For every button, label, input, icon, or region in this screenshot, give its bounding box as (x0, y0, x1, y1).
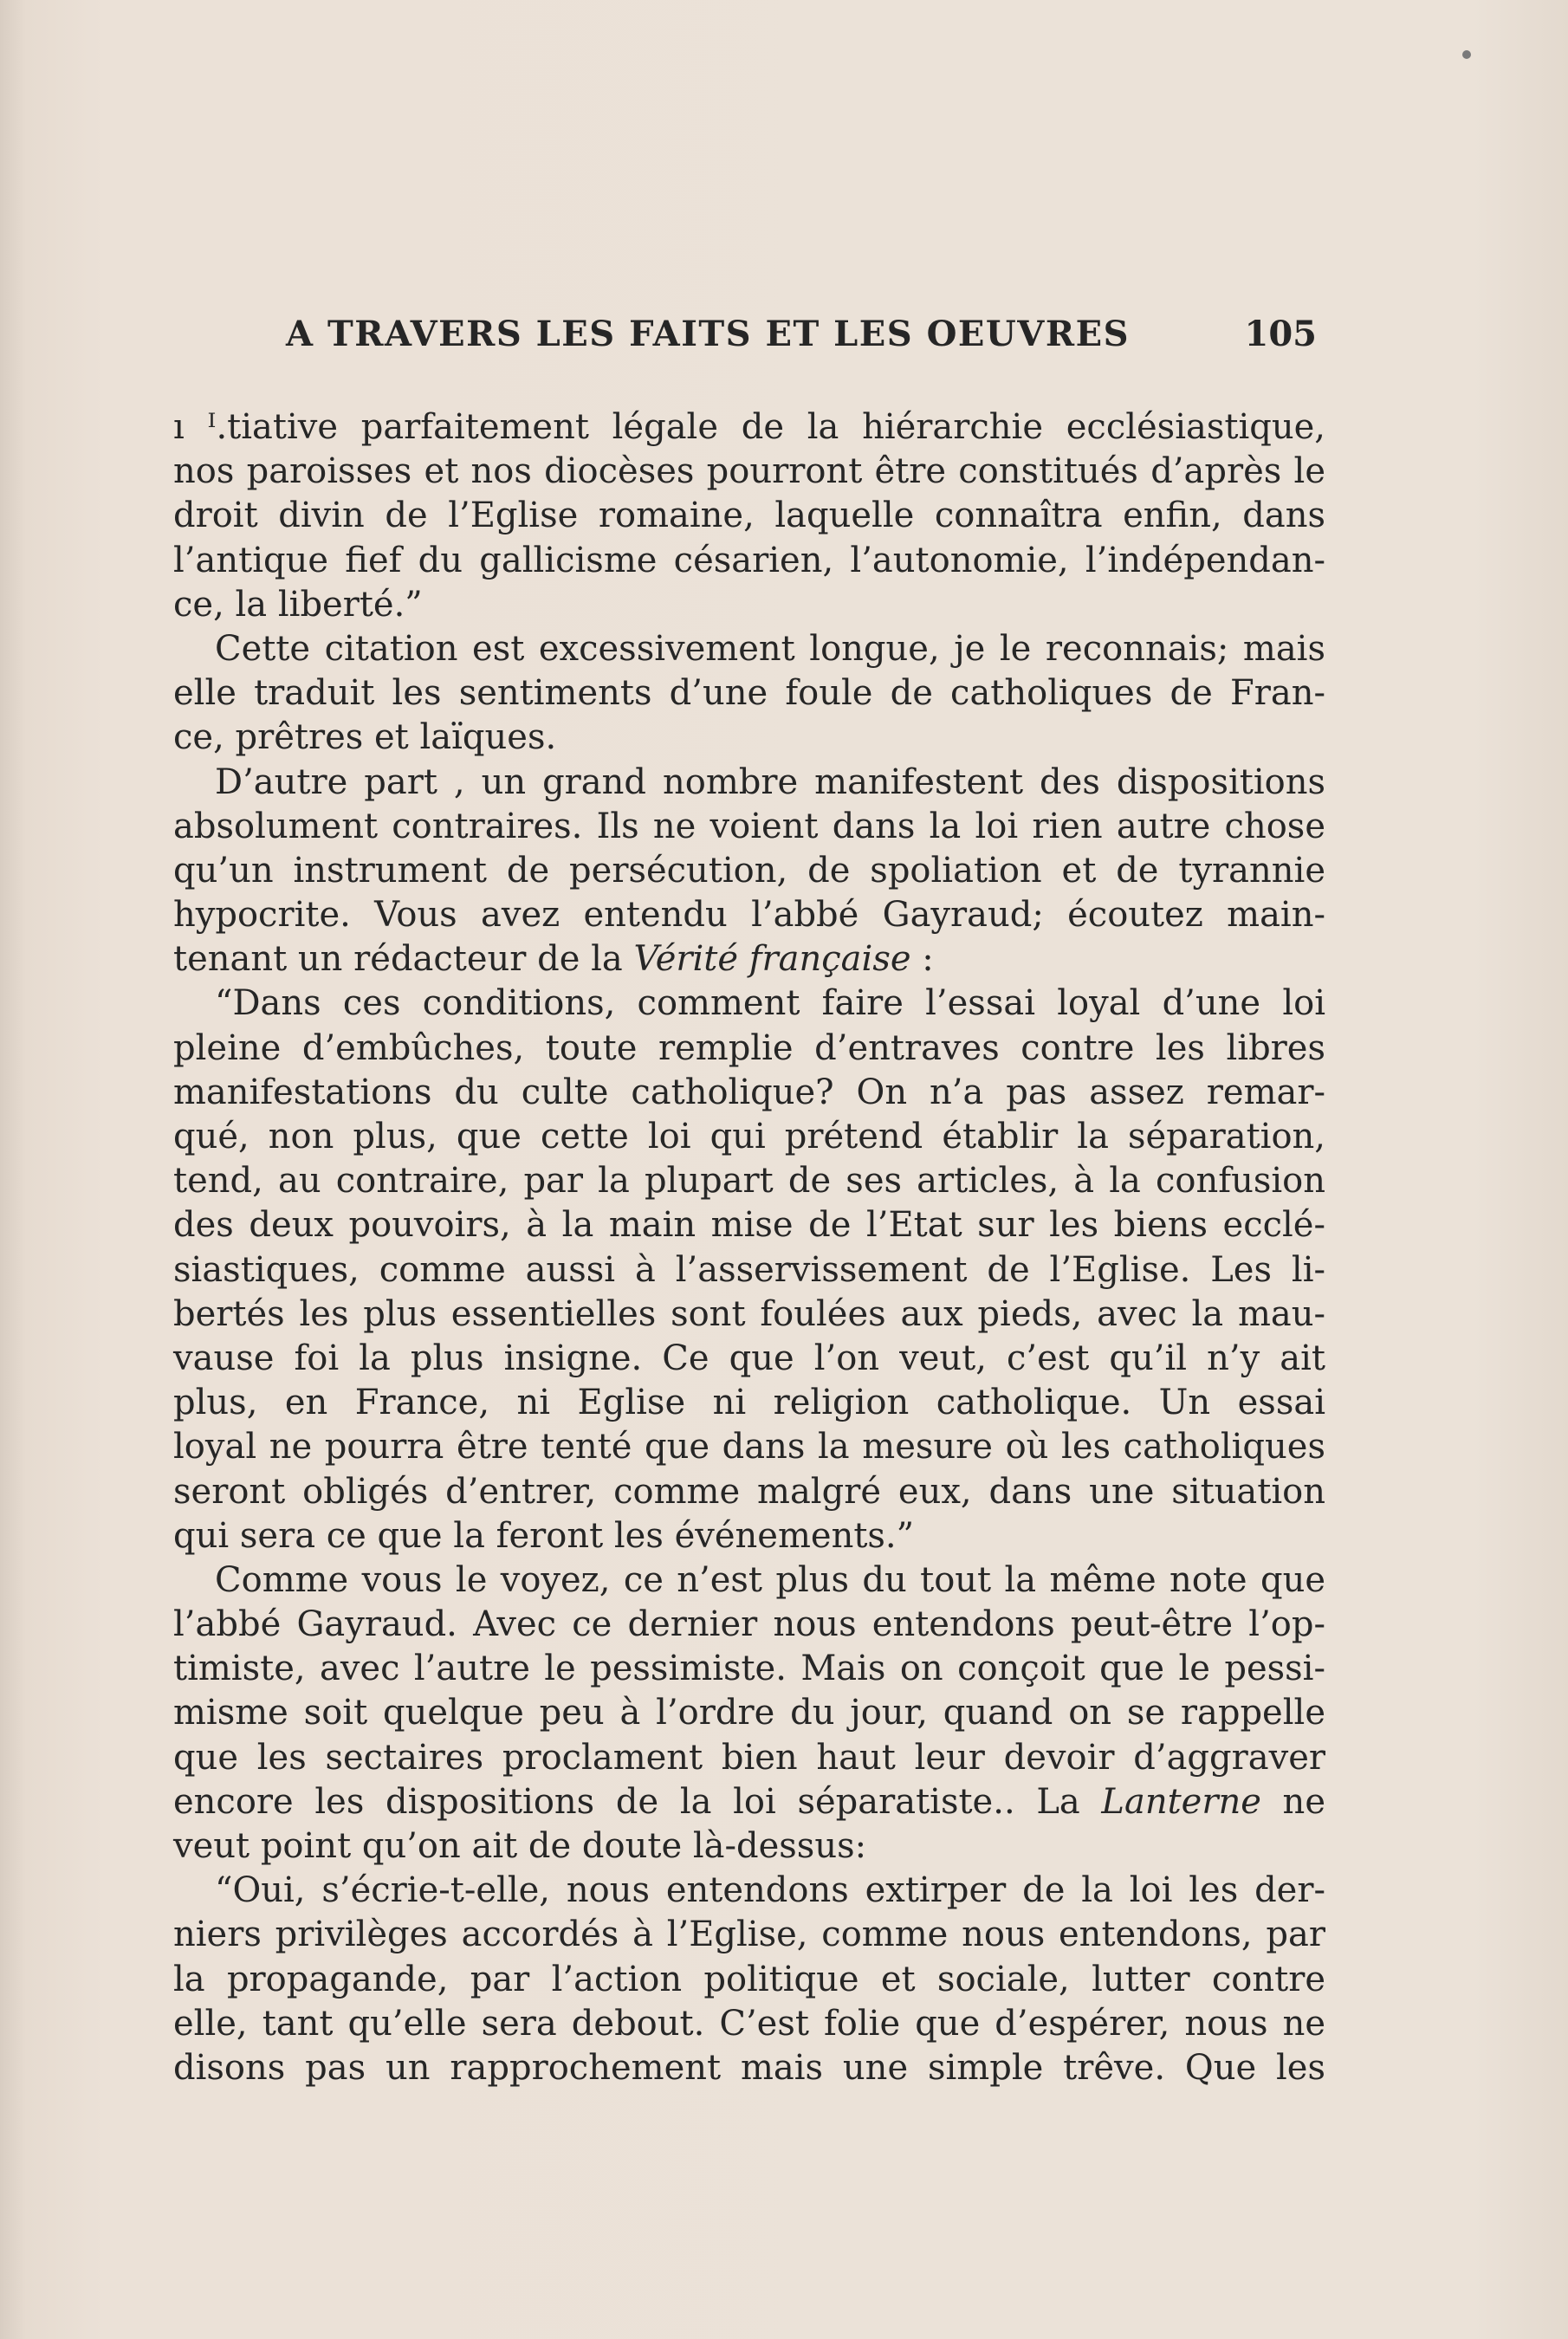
text-line: ce, la liberté.” (173, 584, 423, 625)
page-number: 105 (1244, 314, 1317, 354)
running-header (286, 314, 1317, 354)
text-segment: tenant un rédacteur de la (173, 939, 634, 980)
text-line: seront obligés d’entrer, comme malgré eux, dans une situation (173, 1471, 1325, 1512)
text-line: pleine d’embûches, toute remplie d’entraves contre les libres (173, 1027, 1325, 1068)
text-line: qué, non plus, que cette loi qui prétend établir la séparation, (173, 1117, 1325, 1157)
text-line (173, 937, 1325, 982)
text-line: que les sectaires proclament bien haut leur devoir d’aggraver (173, 1737, 1325, 1778)
text-line: tend, au contraire, par la plupart de ses articles, à la confusion (173, 1161, 1325, 1202)
text-line: des deux pouvoirs, à la main mise de l’Etat sur les biens ecclé- (173, 1205, 1325, 1246)
text-line: l’abbé Gayraud. Avec ce dernier nous entendons peut-être l’op- (173, 1604, 1325, 1645)
text-line: disons pas un rapprochement mais une simple trêve. Que les (173, 2047, 1325, 2088)
text-line: ı ᴵ.tiative parfaitement légale de la hiérarchie ecclésiastique, (173, 407, 1325, 447)
text-line: “Oui, s’écrie-t-elle, nous entendons extirper de la loi les der- (215, 1870, 1325, 1911)
text-line: droit divin de l’Eglise romaine, laquelle connaîtra enfin, dans (173, 496, 1325, 536)
text-segment: encore les dispositions de la loi séparatiste.. La (173, 1781, 1102, 1822)
text-line: l’antique fief du gallicisme césarien, l’autonomie, l’indépendan- (173, 540, 1325, 580)
text-line: “Dans ces conditions, comment faire l’essai loyal d’une loi (215, 983, 1325, 1024)
text-line: siastiques, comme aussi à l’asservissement de l’Eglise. Les li- (173, 1249, 1325, 1290)
journal-title-lanterne: Lanterne (1101, 1781, 1261, 1822)
text-segment: ne (1260, 1781, 1325, 1822)
text-line: loyal ne pourra être tenté que dans la mesure où les catholiques (173, 1427, 1325, 1468)
text-line: ce, prêtres et laïques. (173, 717, 557, 758)
text-line: Comme vous le voyez, ce n’est plus du tout la même note que (215, 1559, 1325, 1600)
text-line: qu’un instrument de persécution, de spoliation et de tyrannie (173, 850, 1325, 891)
text-line: timiste, avec l’autre le pessimiste. Mais on conçoit que le pessi- (173, 1649, 1325, 1689)
text-line: niers privilèges accordés à l’Eglise, comme nous entendons, par (173, 1915, 1325, 1955)
ink-speck (1462, 50, 1471, 59)
text-line: manifestations du culte catholique? On n’a pas assez remar- (173, 1072, 1325, 1112)
text-line: la propagande, par l’action politique et sociale, lutter contre (173, 1959, 1325, 1999)
text-line: absolument contraires. Ils ne voient dans la loi rien autre chose (173, 806, 1325, 846)
text-line: plus, en France, ni Eglise ni religion catholique. Un essai (173, 1383, 1325, 1423)
text-line: elle traduit les sentiments d’une foule de catholiques de Fran- (173, 673, 1325, 714)
text-line: veut point qu’on ait de doute là-dessus: (173, 1826, 867, 1866)
text-line: vause foi la plus insigne. Ce que l’on veut, c’est qu’il n’y ait (173, 1338, 1325, 1378)
text-segment: : (910, 939, 934, 980)
journal-title-verite-francaise: Vérité française (633, 939, 911, 980)
text-line: D’autre part , un grand nombre manifestent des dispositions (215, 761, 1325, 802)
text-line (173, 1780, 1325, 1824)
text-line: Cette citation est excessivement longue, je le reconnais; mais (215, 628, 1325, 669)
text-line: misme soit quelque peu à l’ordre du jour, quand on se rappelle (173, 1693, 1325, 1733)
text-line: elle, tant qu’elle sera debout. C’est folie que d’espérer, nous ne (173, 2003, 1325, 2044)
text-line: bertés les plus essentielles sont foulées aux pieds, avec la mau- (173, 1293, 1325, 1334)
body-text (173, 405, 1325, 2090)
text-line: hypocrite. Vous avez entendu l’abbé Gayraud; écoutez main- (173, 895, 1325, 936)
running-title: A TRAVERS LES FAITS ET LES OEUVRES (286, 314, 1130, 354)
text-line: nos paroisses et nos diocèses pourront être constitués d’après le (173, 451, 1325, 492)
text-line: qui sera ce que la feront les événements.” (173, 1515, 915, 1556)
